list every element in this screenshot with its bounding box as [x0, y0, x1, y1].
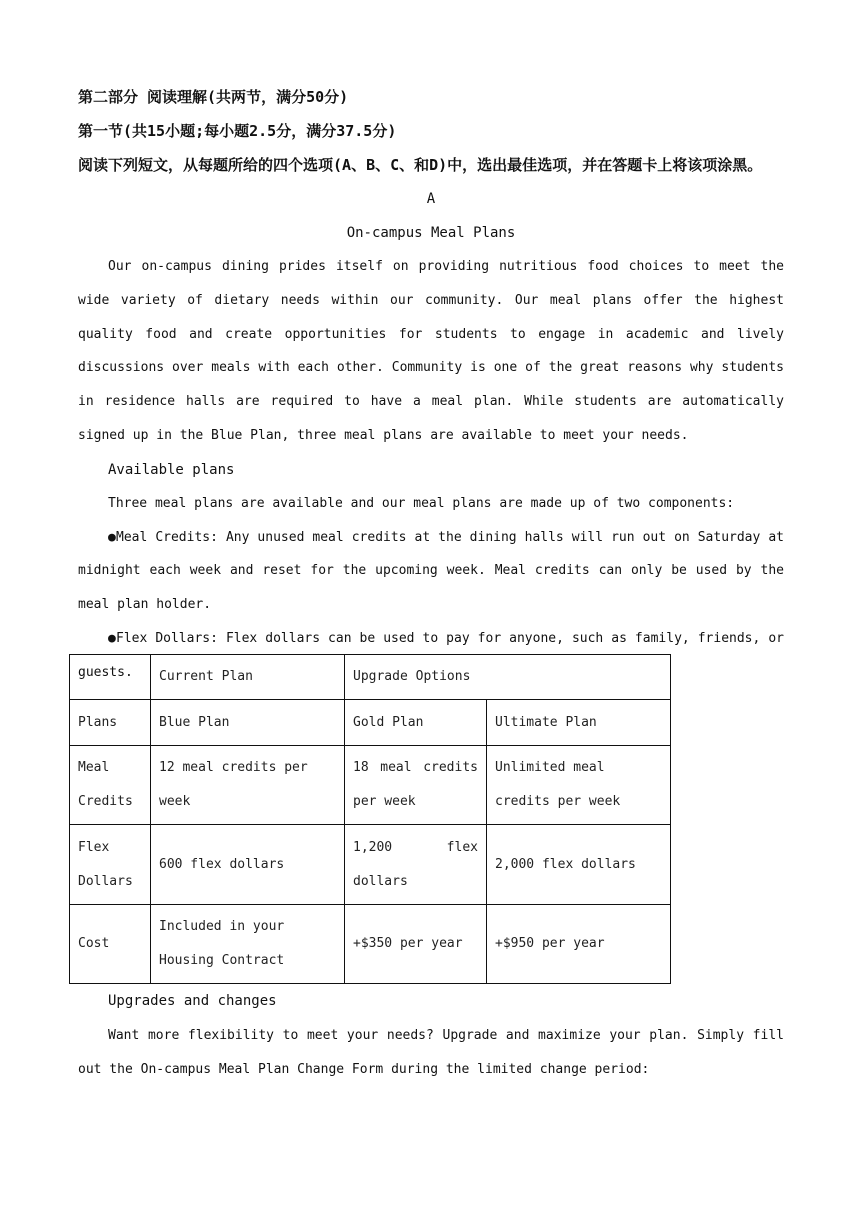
part-heading: 第二部分 阅读理解(共两节，满分50分): [78, 88, 349, 106]
table-cell: 600 flex dollars: [151, 825, 345, 905]
bullet-meal-credits: ●Meal Credits: Any unused meal credits at the dining halls will run out on Saturday at midnight each week and reset for the upcoming week. Meal credits can only be used by the meal plan holder.: [78, 529, 784, 613]
table-cell: 18 meal credits per week: [345, 746, 487, 825]
table-cell: Blue Plan: [151, 700, 345, 746]
table-cell: 1,200 flex dollars: [345, 825, 487, 905]
upgrades-paragraph: Want more flexibility to meet your needs? Upgrade and maximize your plan. Simply fill out the On-campus Meal Plan Change Form during the limited change period:: [78, 1028, 784, 1077]
table-row: [70, 746, 671, 825]
table-row: [70, 700, 671, 746]
table-cell: 12 meal credits per week: [151, 746, 345, 825]
table-cell: [70, 655, 151, 700]
bullet-flex-dollars: ●Flex Dollars: Flex dollars can be used to pay for anyone, such as family, friends, or guests.: [78, 630, 784, 680]
table-cell: Meal Credits: [70, 746, 151, 825]
meal-plan-table: [69, 654, 671, 984]
table-cell: Flex Dollars: [70, 825, 151, 905]
section-heading: 第一节(共15小题;每小题2.5分，满分37.5分): [78, 122, 397, 140]
table-cell: Plans: [70, 700, 151, 746]
passage-title: On-campus Meal Plans: [346, 225, 516, 241]
table-cell: 2,000 flex dollars: [487, 825, 671, 905]
passage-letter: A: [426, 191, 436, 207]
table-row: [70, 825, 671, 905]
table-cell: Unlimited meal credits per week: [487, 746, 671, 825]
table-cell: Gold Plan: [345, 700, 487, 746]
instructions: 阅读下列短文，从每题所给的四个选项(A、B、C、和D)中，选出最佳选项，并在答题卡上将该项涂黑。: [78, 156, 763, 174]
available-plans-text: Three meal plans are available and our meal plans are made up of two components:: [108, 495, 735, 511]
table-cell: Upgrade Options: [345, 655, 671, 700]
table-cell: +$950 per year: [487, 905, 671, 984]
table-row: [70, 655, 671, 700]
table-cell: Included in your Housing Contract: [151, 905, 345, 984]
upgrades-heading: Upgrades and changes: [108, 993, 277, 1009]
upgrades-section: [78, 1019, 784, 1087]
table-cell: +$350 per year: [345, 905, 487, 984]
table-row: [70, 905, 671, 984]
table-cell: Current Plan: [151, 655, 345, 700]
table-cell: Ultimate Plan: [487, 700, 671, 746]
document-body: [78, 80, 784, 690]
intro-paragraph: Our on-campus dining prides itself on providing nutritious food choices to meet the wide variety of dietary needs within our community. Our meal plans offer the highest quality food and create opportunities for students to engage in academic and lively discussions over meals with each other. Community is one of the great reasons why students in residence halls are required to have a meal plan. While students are automatically signed up in the Blue Plan, three meal plans are available to meet your needs.: [78, 259, 784, 443]
available-plans-heading: Available plans: [108, 461, 235, 478]
table-cell: Cost: [70, 905, 151, 984]
